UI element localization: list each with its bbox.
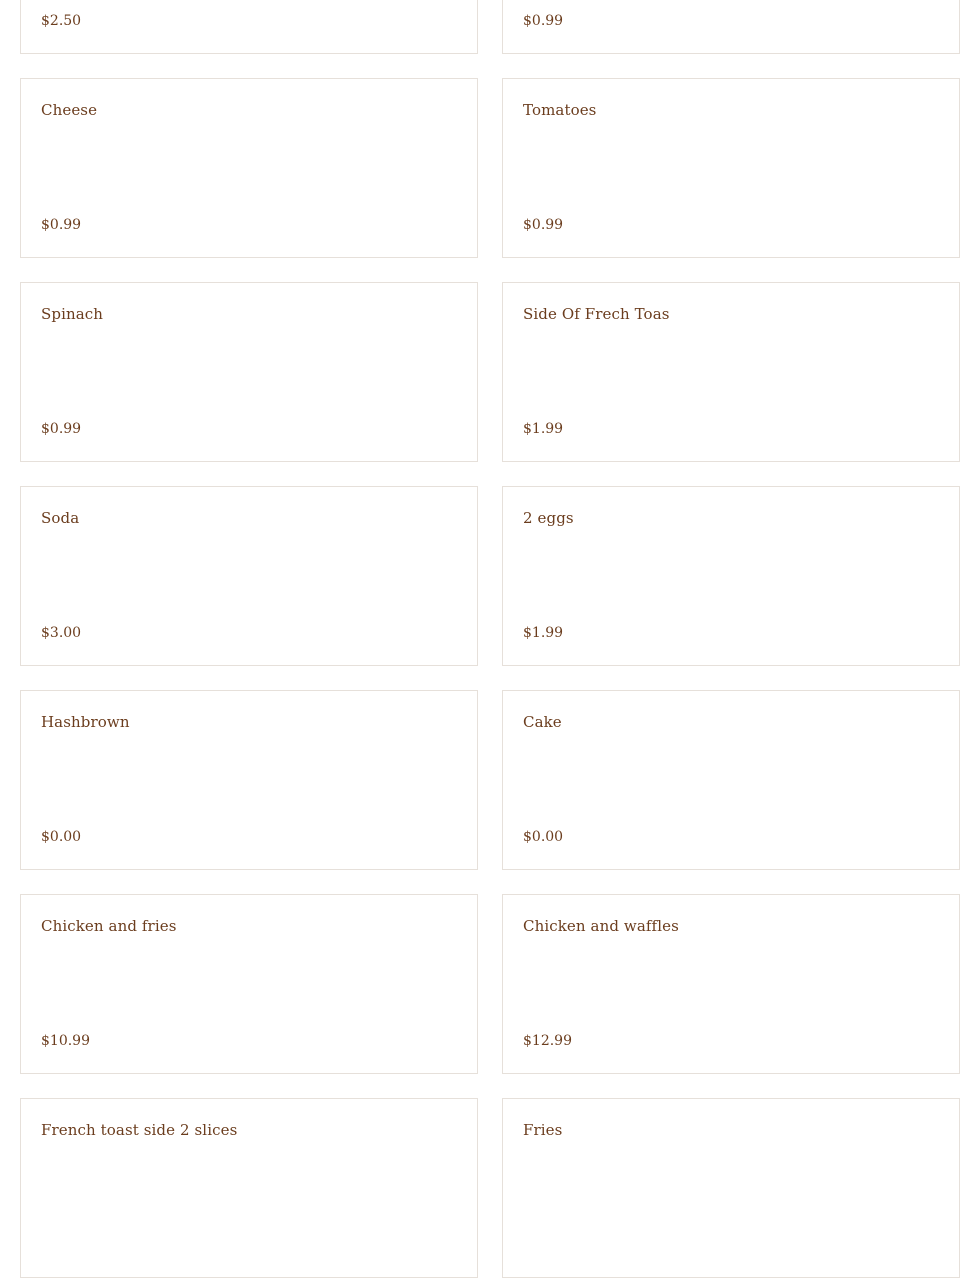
menu-item-name: Cake xyxy=(523,713,562,731)
menu-item-name: Spinach xyxy=(41,305,104,323)
menu-item-name: Soda xyxy=(41,509,80,527)
menu-item-price: $0.99 xyxy=(41,421,82,437)
menu-item-price: $0.00 xyxy=(523,829,564,845)
menu-item-card-chicken-and-fries[interactable] xyxy=(20,894,478,1074)
menu-item-price: $12.99 xyxy=(523,1033,572,1049)
menu-item-price: $0.99 xyxy=(41,217,82,233)
menu-item-card-french-toast-side[interactable] xyxy=(20,1098,478,1278)
menu-item-card-cheese[interactable] xyxy=(20,78,478,258)
menu-item-name: Cheese xyxy=(41,101,98,119)
menu-item-card-2-eggs[interactable] xyxy=(502,486,960,666)
menu-item-price: $10.99 xyxy=(41,1033,90,1049)
menu-item-name: Chicken and waffles xyxy=(523,917,679,935)
menu-item-card-spinach[interactable] xyxy=(20,282,478,462)
menu-item-price: $3.00 xyxy=(41,625,82,641)
menu-item-card-hashbrown[interactable] xyxy=(20,690,478,870)
menu-item-name: Chicken and fries xyxy=(41,917,177,935)
menu-item-card[interactable] xyxy=(502,0,960,54)
menu-item-name: Fries xyxy=(523,1121,563,1139)
menu-item-price: $0.99 xyxy=(523,13,564,29)
menu-item-name: French toast side 2 slices xyxy=(41,1121,238,1139)
menu-item-name: Hashbrown xyxy=(41,713,130,731)
menu-item-name: 2 eggs xyxy=(523,509,574,527)
menu-item-card-chicken-and-waffles[interactable] xyxy=(502,894,960,1074)
menu-item-name: Tomatoes xyxy=(523,101,597,119)
menu-item-price: $2.50 xyxy=(41,13,82,29)
menu-item-name: Side Of Frech Toas xyxy=(523,305,670,323)
menu-item-price: $0.99 xyxy=(523,217,564,233)
menu-item-grid xyxy=(20,0,960,1278)
menu-item-price: $1.99 xyxy=(523,421,564,437)
menu-item-card-fries[interactable] xyxy=(502,1098,960,1278)
menu-item-card-soda[interactable] xyxy=(20,486,478,666)
menu-item-price: $1.99 xyxy=(523,625,564,641)
menu-item-card-cake[interactable] xyxy=(502,690,960,870)
menu-item-card-side-of-french-toast[interactable] xyxy=(502,282,960,462)
menu-item-card[interactable] xyxy=(20,0,478,54)
menu-item-card-tomatoes[interactable] xyxy=(502,78,960,258)
menu-item-price: $0.00 xyxy=(41,829,82,845)
